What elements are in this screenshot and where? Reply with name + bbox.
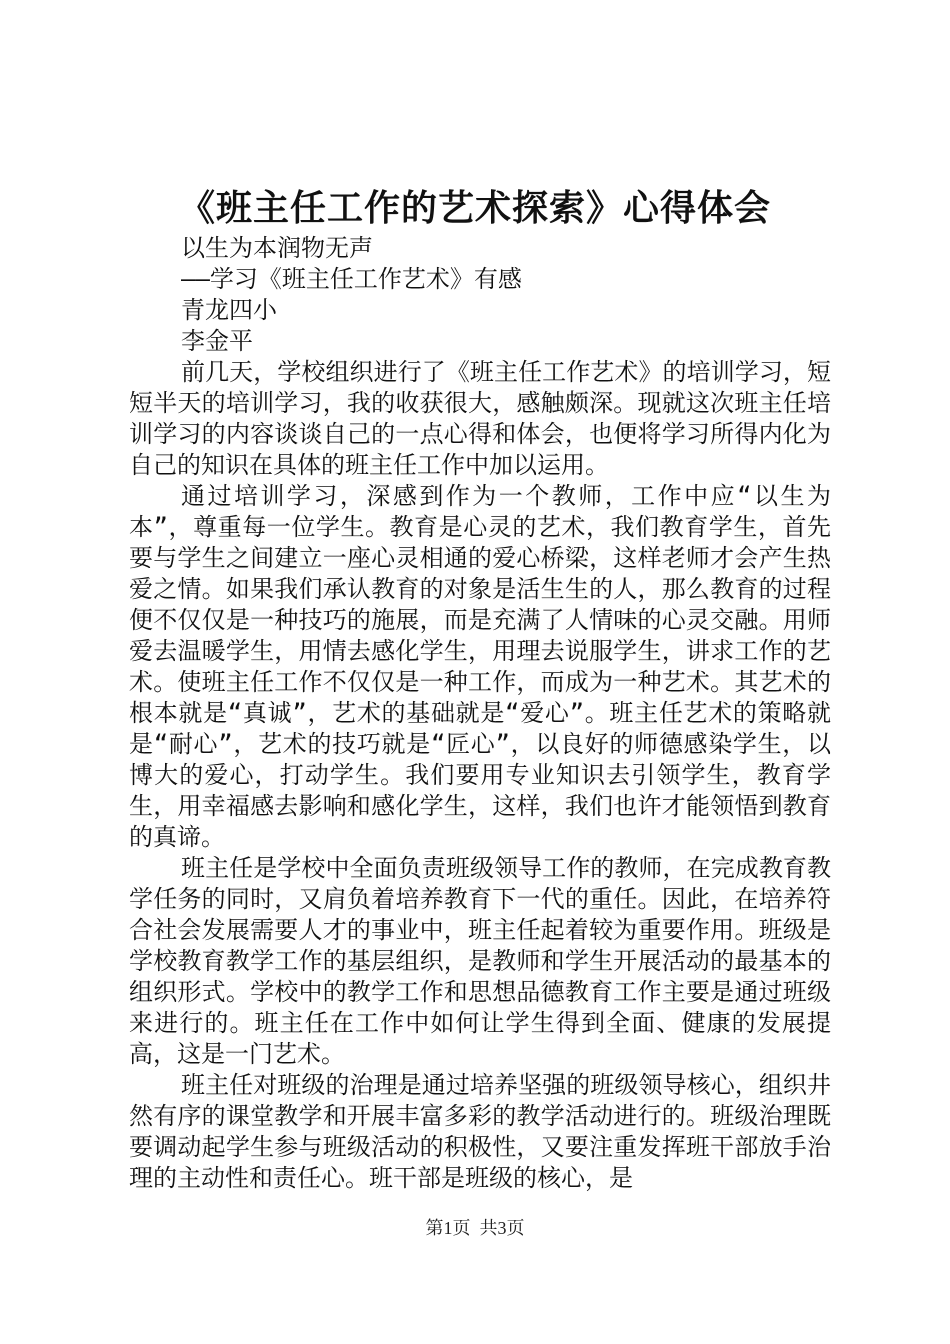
paragraph-3: 班主任是学校中全面负责班级领导工作的教师，在完成教育教学任务的同时，又肩负着培养教育下一代的重任。因此，在培养符合社会发展需要人才的事业中，班主任起着较为重要作用。班级是学校教育教学工作的基层组织，是教师和学生开展活动的最基本的组织形式。学校中的教学工作和思想品德教育工作主要是通过班级来进行的。班主任在工作中如何让学生得到全面、健康的发展提高，这是一门艺术。 xyxy=(129,854,831,1068)
page-number: 第1页 xyxy=(425,1218,471,1238)
page-footer xyxy=(0,1216,950,1240)
page-total: 共3页 xyxy=(479,1218,525,1238)
paragraph-2: 通过培训学习，深感到作为一个教师，工作中应“以生为本”，尊重每一位学生。教育是心灵的艺术，我们教育学生，首先要与学生之间建立一座心灵相通的爱心桥梁，这样老师才会产生热爱之情。如果我们承认教育的对象是活生生的人，那么教育的过程便不仅仅是一种技巧的施展，而是充满了人情味的心灵交融。用师爱去温暖学生，用情去感化学生，用理去说服学生，讲求工作的艺术。使班主任工作不仅仅是一种工作，而成为一种艺术。其艺术的根本就是“真诚”，艺术的基础就是“爱心”。班主任艺术的策略就是“耐心”，艺术的技巧就是“匠心”，以良好的师德感染学生，以博大的爱心，打动学生。我们要用专业知识去引领学生，教育学生，用幸福感去影响和感化学生，这样，我们也许才能领悟到教育的真谛。 xyxy=(129,482,831,851)
subtitle-secondary: ——学习《班主任工作艺术》有感 xyxy=(181,265,522,293)
document-title: 《班主任工作的艺术探索》心得体会 xyxy=(178,187,771,229)
paragraph-1: 前几天，学校组织进行了《班主任工作艺术》的培训学习，短短半天的培训学习，我的收获很大，感触颇深。现就这次班主任培训学习的内容谈谈自己的一点心得和体会，也便将学习所得内化为自己的知识在具体的班主任工作中加以运用。 xyxy=(129,358,831,479)
footer-spacer xyxy=(471,1218,480,1238)
author-name: 李金平 xyxy=(181,327,253,355)
document-body xyxy=(129,233,831,1194)
paragraph-4: 班主任对班级的治理是通过培养坚强的班级领导核心，组织井然有序的课堂教学和开展丰富多彩的教学活动进行的。班级治理既要调动起学生参与班级活动的积极性，又要注重发挥班干部放手治理的主动性和责任心。班干部是班级的核心，是 xyxy=(129,1071,831,1192)
subtitle: 以生为本润物无声 xyxy=(181,234,373,262)
school-name: 青龙四小 xyxy=(181,296,277,324)
